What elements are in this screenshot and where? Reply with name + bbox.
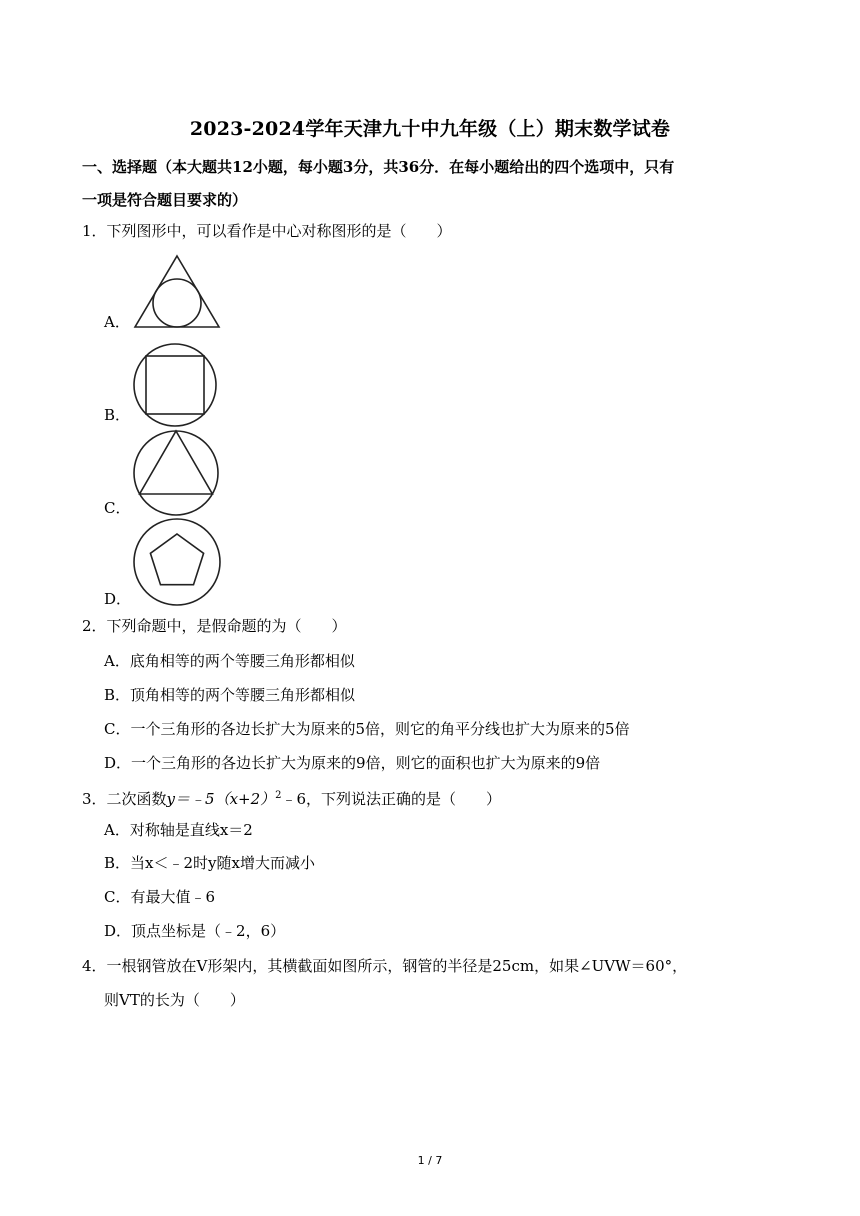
inscribed-pentagon-shape	[150, 534, 203, 585]
q3-option-b: B．当x＜﹣2时y随x增大而减小	[104, 854, 315, 872]
q1-option-d-figure	[132, 517, 222, 607]
q3-stem-suffix: ﹣6，下列说法正确的是（ ）	[281, 790, 502, 808]
q2-option-c: C．一个三角形的各边长扩大为原来的5倍，则它的角平分线也扩大为原来的5倍	[104, 720, 630, 738]
inscribed-circle-shape	[153, 279, 201, 327]
q3-function: y＝﹣5（x+2）	[166, 790, 276, 808]
q3-option-a: A．对称轴是直线x＝2	[104, 821, 253, 839]
q1-option-a-label: A．	[104, 313, 130, 331]
q2-option-a: A．底角相等的两个等腰三角形都相似	[104, 652, 355, 670]
question-4-line1: 4．一根钢管放在V形架内，其横截面如图所示，钢管的半径是25cm，如果∠UVW＝60°，	[82, 957, 688, 975]
q1-option-a-figure	[132, 254, 222, 330]
section-heading-line2: 一项是符合题目要求的）	[82, 191, 248, 209]
q1-option-b-figure	[132, 342, 218, 428]
q1-option-d-label: D．	[104, 590, 132, 608]
q2-option-b: B．顶角相等的两个等腰三角形都相似	[104, 686, 356, 704]
triangle-shape	[135, 256, 219, 327]
q3-option-d: D．顶点坐标是（﹣2，6）	[104, 922, 286, 940]
question-3-stem	[82, 785, 501, 810]
page-title: 2023-2024学年天津九十中九年级（上）期末数学试卷	[189, 118, 671, 140]
q1-option-c-label: C．	[104, 499, 131, 517]
q3-exponent: 2	[275, 790, 282, 801]
q2-option-d: D．一个三角形的各边长扩大为原来的9倍，则它的面积也扩大为原来的9倍	[104, 754, 601, 772]
page-number: 1 / 7	[417, 1154, 443, 1167]
q3-option-c: C．有最大值﹣6	[104, 888, 216, 906]
q1-option-c-figure	[132, 429, 220, 517]
q3-stem-prefix: 3．二次函数	[82, 790, 167, 808]
circle-shape	[134, 431, 218, 515]
question-4-line2: 则VT的长为（ ）	[104, 991, 245, 1009]
circle-shape	[134, 519, 220, 605]
question-2-stem: 2．下列命题中，是假命题的为（ ）	[82, 617, 347, 635]
q1-option-b-label: B．	[104, 406, 131, 424]
section-heading-line1: 一、选择题（本大题共12小题，每小题3分，共36分．在每小题给出的四个选项中，只有	[82, 158, 675, 176]
question-1-stem: 1．下列图形中，可以看作是中心对称图形的是（ ）	[82, 222, 452, 240]
inscribed-square-shape	[146, 356, 204, 414]
